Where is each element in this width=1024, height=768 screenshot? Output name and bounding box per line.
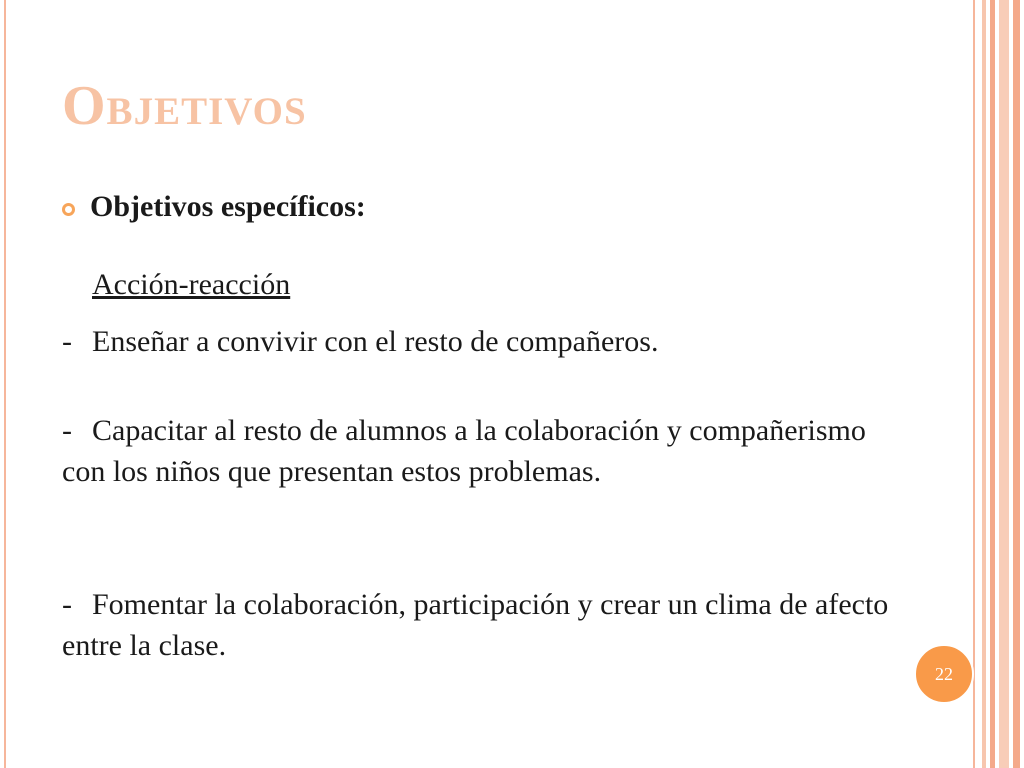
- list-item-text: Fomentar la colaboración, participación y crear un clima de afecto entre la clase.: [62, 588, 889, 662]
- decorative-stripe: [982, 0, 986, 768]
- list-item: [62, 584, 892, 666]
- dash-marker: -: [62, 414, 72, 447]
- page-number-badge: 22: [914, 644, 974, 704]
- decorative-stripe: [1013, 0, 1020, 768]
- list-item-text: Enseñar a convivir con el resto de compañeros.: [92, 325, 659, 358]
- slide-title: Objetivos: [62, 75, 307, 137]
- bullet-heading: Objetivos específicos:: [90, 190, 366, 223]
- decorative-stripe: [990, 0, 995, 768]
- list-item-text: Capacitar al resto de alumnos a la colaboración y compañerismo con los niños que presentan estos problemas.: [62, 414, 866, 488]
- dash-marker: -: [62, 325, 72, 358]
- dash-marker: -: [62, 588, 72, 621]
- decorative-stripe: [999, 0, 1009, 768]
- list-item: [62, 321, 892, 362]
- bullet-row: [62, 190, 366, 224]
- bullet-circle-icon: [62, 203, 75, 216]
- list-item: [62, 410, 892, 492]
- section-heading: Acción-reacción: [92, 268, 291, 301]
